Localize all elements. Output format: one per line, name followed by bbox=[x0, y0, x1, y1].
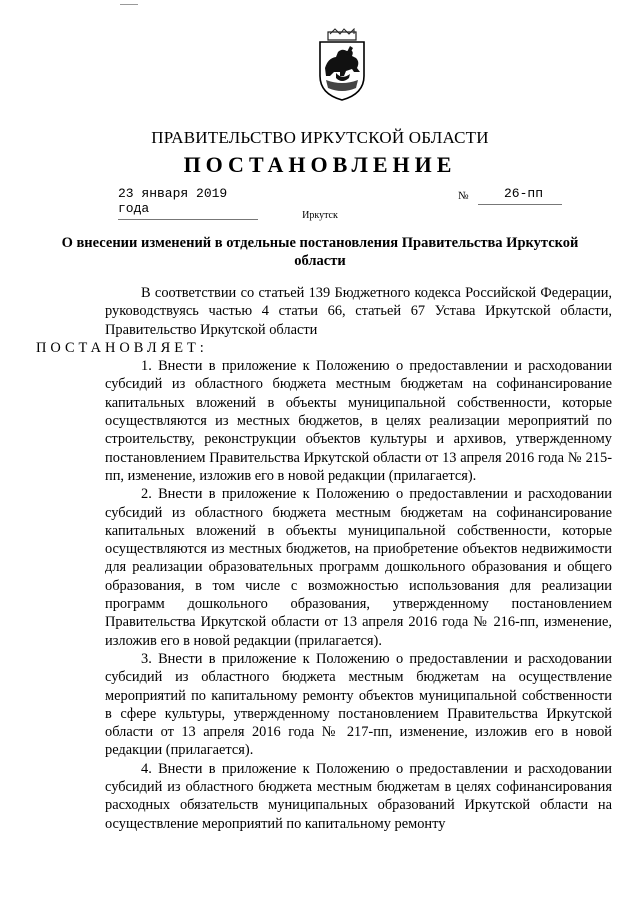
list-item: 1. Внести в приложение к Положению о предоставлении и расходовании субсидий из областного бюджета местным бюджетам на софинансирование капитальных вложений в объекты муниципальной собственности, которые осуществляются из местных бюджетов, в целях реализации мероприятий по строительству, реконструкции объектов культуры и архивов, утвержденному постановлением Правительства Иркутской области от 13 апреля 2016 года № 215-пп, изменение, изложив его в новой редакции (прилагается). bbox=[105, 358, 612, 484]
number-label: № bbox=[458, 190, 469, 202]
list-item: 4. Внести в приложение к Положению о предоставлении и расходовании субсидий из областного бюджета местным бюджетам в целях софинансирования расходных обязательств муниципальных образований Иркутской области на осуществление мероприятий по капитальному ремонту bbox=[105, 760, 612, 832]
decree-date: 23 января 2019 года bbox=[118, 186, 258, 220]
list-item: 3. Внести в приложение к Положению о предоставлении и расходовании субсидий из областного бюджета местным бюджетам на осуществление мероприятий по капитальному ремонту объектов муниципальной собственности в сфере культуры, утвержденному постановлением Правительства Иркутской области от 13 апреля 2016 года № 217-пп, изменение, изложив его в новой редакции (прилагается). bbox=[105, 650, 612, 759]
decree-number: 26-пп bbox=[478, 186, 562, 205]
decree-title: О внесении изменений в отдельные постановления Правительства Иркутской области bbox=[61, 235, 579, 269]
document-type: ПОСТАНОВЛЕНИЕ bbox=[183, 152, 457, 177]
decree-body bbox=[36, 284, 612, 833]
preamble: В соответствии со статьей 139 Бюджетного кодекса Российской Федерации, руководствуясь частью 4 статьи 66, статьей 67 Устава Иркутской области, Правительство Иркутской области bbox=[105, 285, 612, 338]
irkutsk-coat-of-arms-icon bbox=[316, 28, 368, 102]
scan-mark bbox=[120, 4, 138, 5]
list-item: 2. Внести в приложение к Положению о предоставлении и расходовании субсидий из областного бюджета местным бюджетам на софинансирование капитальных вложений в объекты муниципальной собственности, которые осуществляются из местных бюджетов, на приобретение объектов недвижимости для реализации образовательных программ дошкольного образования и общего образования, в том числе с возможностью использования для реализации программ дошкольного образования, утвержденному постановлением Правительства Иркутской области от 13 апреля 2016 года № 216-пп, изменение, изложив его в новой редакции (прилагается). bbox=[105, 486, 612, 649]
city: Иркутск bbox=[302, 210, 338, 221]
government-name: ПРАВИТЕЛЬСТВО ИРКУТСКОЙ ОБЛАСТИ bbox=[151, 128, 489, 147]
resolves-heading: ПОСТАНОВЛЯЕТ: bbox=[36, 339, 208, 356]
